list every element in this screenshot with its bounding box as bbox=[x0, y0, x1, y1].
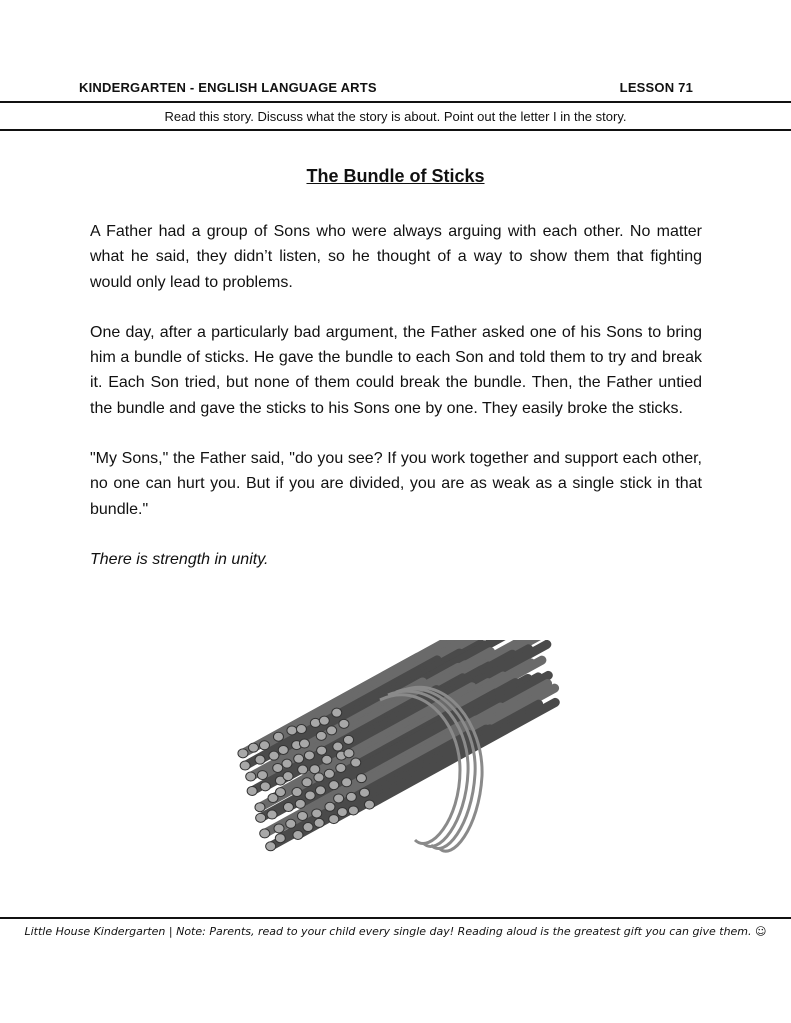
worksheet-header bbox=[79, 80, 693, 95]
instructions-divider bbox=[0, 129, 791, 131]
instructions: Read this story. Discuss what the story is about. Point out the letter I in the story. bbox=[164, 109, 627, 124]
bundle-of-sticks-illustration bbox=[220, 640, 580, 890]
story-title: The Bundle of Sticks bbox=[306, 166, 485, 186]
story-body bbox=[90, 219, 702, 597]
lesson-number: LESSON 71 bbox=[619, 80, 693, 95]
footer-divider bbox=[0, 917, 791, 919]
course-title: KINDERGARTEN - ENGLISH LANGUAGE ARTS bbox=[79, 80, 377, 95]
header-divider bbox=[0, 101, 791, 103]
story-moral: There is strength in unity. bbox=[90, 550, 269, 568]
story-paragraph: "My Sons," the Father said, "do you see? If you work together and support each other, no one can hurt you. But if you are divided, you are as weak as a single stick in that bundle." bbox=[90, 450, 702, 518]
story-paragraph: One day, after a particularly bad argument, the Father asked one of his Sons to bring him a bundle of sticks. He gave the bundle to each Son and told them to try and break it. Each Son tried, but none of them could break the bundle. Then, the Father untied the bundle and gave the sticks to his Sons one by one. They easily broke the sticks. bbox=[90, 323, 702, 417]
story-paragraph: A Father had a group of Sons who were always arguing with each other. No matter what he said, they didn’t listen, so he thought of a way to show them that fighting would only lead to problems. bbox=[90, 223, 702, 291]
footer-note: Little House Kindergarten | Note: Parents, read to your child every single day! Reading aloud is the greatest gift you can give them. ☺ bbox=[24, 925, 767, 938]
